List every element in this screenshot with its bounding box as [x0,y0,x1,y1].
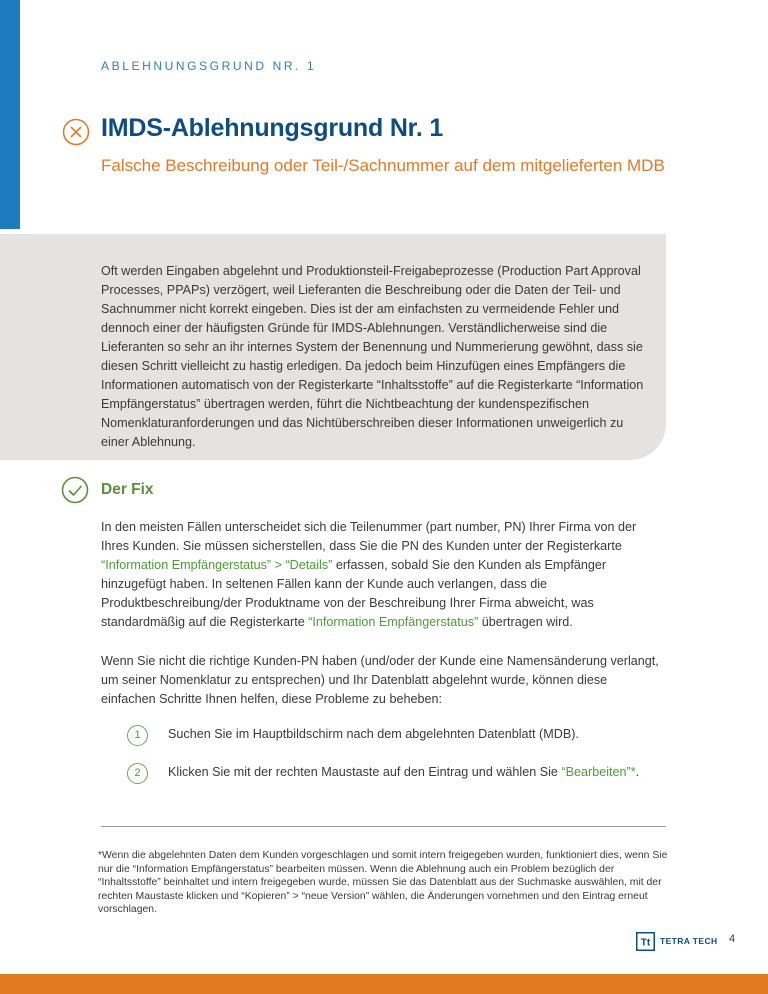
close-circle-icon [62,118,90,146]
step-text: Klicken Sie mit der rechten Maustaste auf den Eintrag und wählen Sie “Bearbeiten”*. [168,765,640,779]
fix-paragraph-1-part-c: übertragen wird. [478,615,573,629]
page-number: 4 [729,933,736,945]
fix-paragraph-1-part-a: In den meisten Fällen unterscheidet sich die Teilenummer (part number, PN) Ihrer Firma von der Ihres Kunden. Sie müssen sicherstellen, dass Sie die PN des Kunden unter der Registerkarte [101,520,637,553]
fix-paragraph-1-part-b: erfassen, sobald Sie den Kunden als Empfänger hinzugefügt haben. In seltenen Fällen kann der Kunde auch verlangen, dass die Produktbeschreibung/der Produktname von der Beschreibung Ihrer Firma abweicht, was standardmäßig auf die Registerkarte [101,558,607,629]
logo-mark-icon [636,932,655,951]
check-circle-icon [61,476,89,504]
intro-text: Oft werden Eingaben abgelehnt und Produktionsteil-Freigabeprozesse (Production Part Approval Processes, PPAPs) verzögert, weil Lieferanten die Beschreibung oder die Daten der Teil- und Sachnummer nicht korrekt eingeben. Dies ist der am einfachsten zu vermeidende Fehler und dennoch einer der häufigsten Gründe für IMDS-Ablehnungen. Verständlicherweise sind die Lieferanten so sehr an ihr internes System der Benennung und Nummerierung gewöhnt, dass sie diesen Schritt vielleicht zu hastig erledigen. Da jedoch beim Hinzufügen eines Empfängers die Informationen automatisch von der Registerkarte “Inhaltsstoffe” auf die Registerkarte “Information Empfängerstatus” übertragen werden, führt die Nichtbeachtung der kundenspezifischen Nomenklaturanforderungen und das Nichtüberschreiben dieser Informationen unweigerlich zu einer Ablehnung. [101,264,644,449]
page-title: IMDS-Ablehnungsgrund Nr. 1 [101,114,444,142]
section-eyebrow: ABLEHNUNGSGRUND NR. 1 [101,59,317,73]
fix-paragraph-2: Wenn Sie nicht die richtige Kunden-PN haben (und/oder der Kunde eine Namensänderung verlangt, um seiner Nomenklatur zu entsprechen) und Ihr Datenblatt abgelehnt wurde, können diese einfachen Schritte Ihnen helfen, diese Probleme zu beheben: [101,654,659,706]
bottom-accent-bar [0,974,768,994]
footnote: *Wenn die abgelehnten Daten dem Kunden vorgeschlagen und somit intern freigegeben wurden, funktioniert dies, wenn Sie nur die “Information Empfängerstatus” bearbeiten müssen. Wenn die Ablehnung auch ein Problem bezüglich der “Inhaltsstoffe” beinhaltet und intern freigegeben wurde, müssen Sie das Datenblatt aus der Suchmaske auswählen, mit der rechten Maustaste klicken und “Kopieren” > “neue Version” wählen, die Änderungen vornehmen und den Eintrag erneut vorschlagen. [98,850,668,916]
fix-paragraph-1 [101,518,661,632]
bearbeiten-highlight: “Bearbeiten”* [561,765,636,779]
tab-reference-details: “Information Empfängerstatus” > “Details” [101,558,333,572]
tab-reference-empfaengerstatus: “Information Empfängerstatus” [308,615,479,629]
page-subtitle: Falsche Beschreibung oder Teil-/Sachnummer auf dem mitgelieferten MDB [101,156,665,175]
intro-panel [0,234,666,460]
step-number-badge: 2 [127,763,148,784]
footnote-divider [101,826,666,827]
logo-text: TETRA TECH [660,936,718,946]
step-number-badge: 1 [127,725,148,746]
fix-heading: Der Fix [101,481,154,498]
svg-text:Tt: Tt [640,937,651,949]
step-text: Suchen Sie im Hauptbildschirm nach dem abgelehnten Datenblatt (MDB). [168,727,579,741]
left-accent-bar [0,0,20,229]
